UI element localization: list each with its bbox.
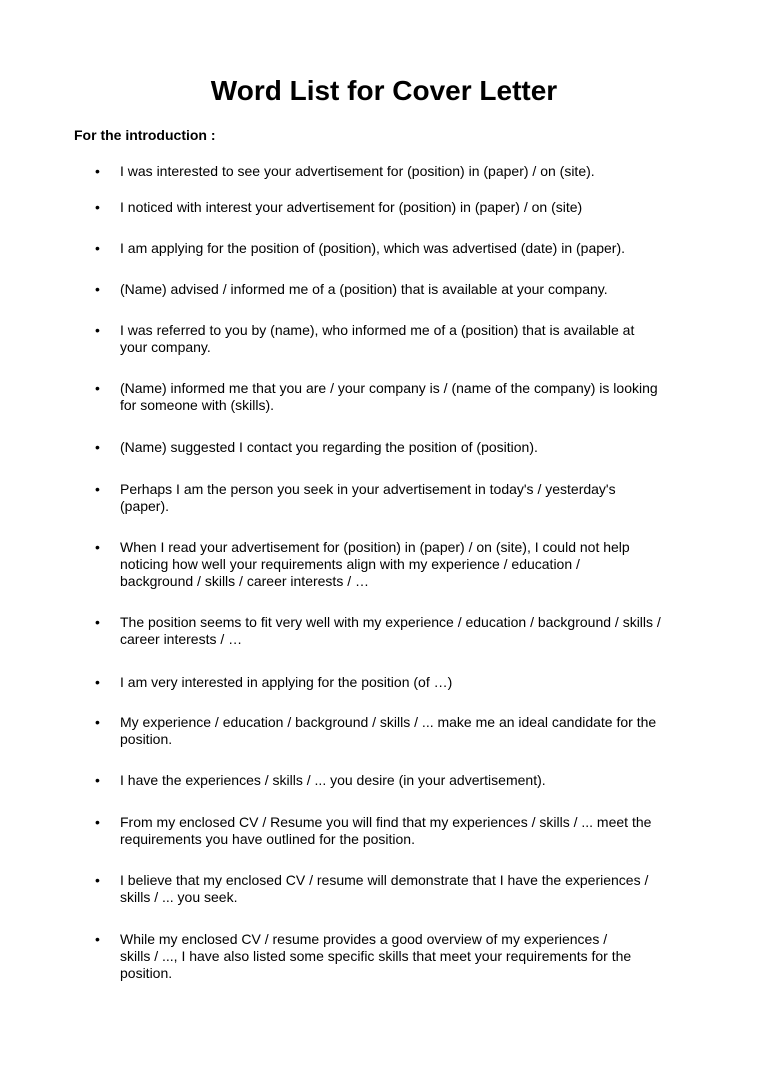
bullet-icon: • — [95, 240, 100, 256]
list-item-text: I believe that my enclosed CV / resume will demonstrate that I have the experiences / skills / ... you seek. — [120, 872, 649, 905]
bullet-icon: • — [95, 199, 100, 215]
list-item-text: The position seems to fit very well with my experience / education / background / skills / career interests / … — [120, 614, 661, 647]
bullet-icon: • — [95, 814, 100, 830]
list-item-text: I was interested to see your advertisement for (position) in (paper) / on (site). — [120, 163, 595, 179]
bullet-icon: • — [95, 772, 100, 788]
list-item-text: While my enclosed CV / resume provides a good overview of my experiences / skills / ..., I have also listed some specific skills that meet your requirements for the position. — [120, 931, 632, 981]
bullet-icon: • — [95, 439, 100, 455]
list-item-text: (Name) informed me that you are / your company is / (name of the company) is looking for someone with (skills). — [120, 380, 658, 413]
bullet-icon: • — [95, 380, 100, 396]
section-heading: For the introduction : — [74, 127, 216, 143]
bullet-icon: • — [95, 539, 100, 555]
list-item-text: (Name) advised / informed me of a (position) that is available at your company. — [120, 281, 608, 297]
bullet-icon: • — [95, 931, 100, 947]
bullet-icon: • — [95, 281, 100, 297]
page-title: Word List for Cover Letter — [210, 75, 558, 106]
list-item-text: When I read your advertisement for (position) in (paper) / on (site), I could not help noticing how well your requirements align with my experience / education / background / skills / career interests / … — [120, 539, 630, 589]
list-item-text: Perhaps I am the person you seek in your advertisement in today's / yesterday's (paper). — [120, 481, 616, 514]
list-item-text: I am applying for the position of (position), which was advertised (date) in (paper). — [120, 240, 626, 256]
list-item-text: I am very interested in applying for the position (of …) — [120, 674, 453, 690]
bullet-icon: • — [95, 714, 100, 730]
bullet-icon: • — [95, 322, 100, 338]
bullet-icon: • — [95, 163, 100, 179]
list-item-text: My experience / education / background / skills / ... make me an ideal candidate for the position. — [120, 714, 657, 747]
bullet-icon: • — [95, 674, 100, 690]
bullet-icon: • — [95, 481, 100, 497]
bullet-icon: • — [95, 614, 100, 630]
list-item-text: I have the experiences / skills / ... you desire (in your advertisement). — [120, 772, 546, 788]
list-item-text: I was referred to you by (name), who informed me of a (position) that is available at your company. — [120, 322, 635, 355]
list-item-text: I noticed with interest your advertisement for (position) in (paper) / on (site) — [120, 199, 583, 215]
bullet-icon: • — [95, 872, 100, 888]
list-item-text: (Name) suggested I contact you regarding the position of (position). — [120, 439, 538, 455]
list-item-text: From my enclosed CV / Resume you will find that my experiences / skills / ... meet the requirements you have outlined for the position. — [120, 814, 652, 847]
